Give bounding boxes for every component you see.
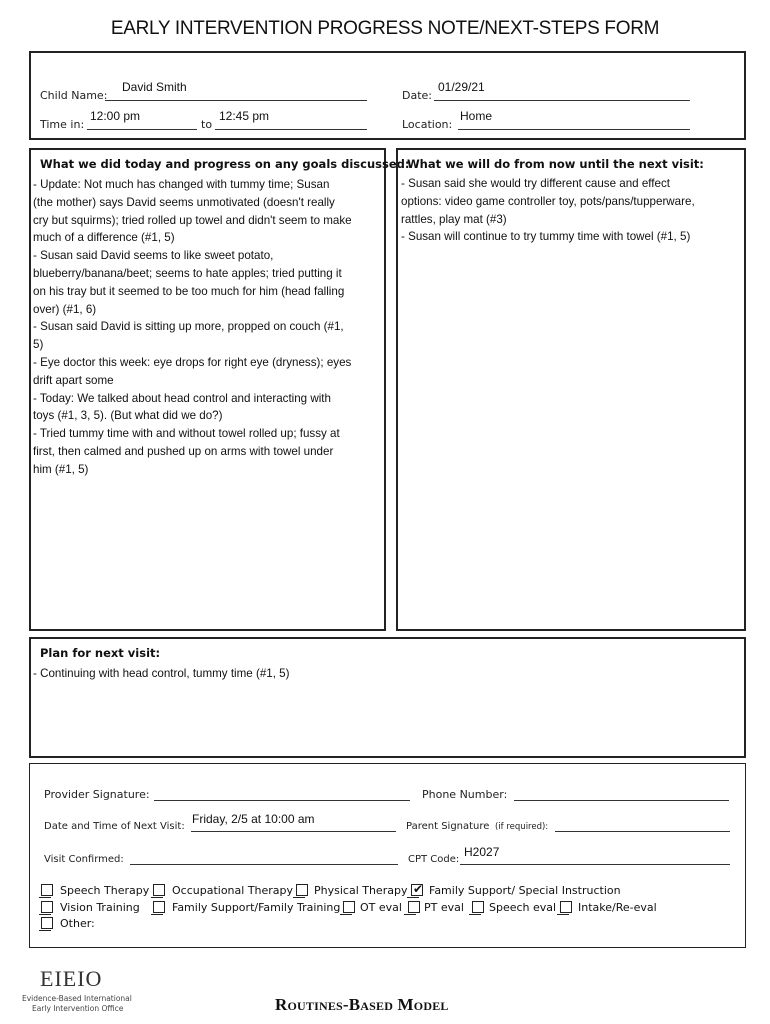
- next-steps-heading: What we will do from now until the next visit:: [407, 157, 704, 171]
- checkbox-underline: [151, 897, 163, 898]
- other-label: Other:: [60, 917, 95, 930]
- next-visit-value: Friday, 2/5 at 10:00 am: [192, 812, 315, 826]
- checkbox-underline: [404, 914, 416, 915]
- checkbox-underline: [557, 914, 569, 915]
- speech-eval-label: Speech eval: [489, 901, 557, 914]
- occupational-therapy-checkbox[interactable]: [153, 884, 165, 896]
- cpt-code-value: H2027: [464, 845, 500, 859]
- form-title: EARLY INTERVENTION PROGRESS NOTE/NEXT-STEPS FORM: [110, 18, 660, 39]
- checkbox-underline: [39, 914, 51, 915]
- parent-signature-label: Parent Signature: [406, 821, 490, 832]
- logo-subtitle-line1: Evidence-Based International: [22, 994, 132, 1003]
- header-section: [29, 51, 746, 140]
- next-visit-label: Date and Time of Next Visit:: [44, 821, 185, 832]
- time-out-field[interactable]: [215, 129, 367, 130]
- checkbox-underline: [39, 897, 51, 898]
- checkbox-underline: [407, 897, 419, 898]
- ot-eval-label: OT eval: [360, 901, 402, 914]
- time-to-label: to: [201, 118, 213, 131]
- checkbox-underline: [151, 914, 163, 915]
- checkbox-underline: [340, 914, 352, 915]
- parent-signature-note: (if required):: [495, 822, 549, 832]
- plan-heading: Plan for next visit:: [40, 646, 161, 660]
- provider-signature-label: Provider Signature:: [44, 788, 150, 801]
- cpt-code-label: CPT Code:: [408, 854, 460, 865]
- logo-subtitle-line2: Early Intervention Office: [32, 1004, 124, 1013]
- ot-eval-checkbox[interactable]: [343, 901, 355, 913]
- today-notes: - Update: Not much has changed with tummy time; Susan (the mother) says David seems unmotivated (doesn't really cry but squirms); tried rolled up towel and didn't seem to make much of a difference (#1, 5) - Susan said David seems to like sweet potato, blueberry/banana/beet; seems to hate apples; tried putting it on his tray but it seemed to be too much for him (head falling over) (#1, 6) - Susan said David is sitting up more, propped on couch (#1, 5) - Eye doctor this week: eye drops for right eye (dryness); eyes drift apart some - Today: We talked about head control and interacting with toys (#1, 3, 5). (But what did we do?) - Tried tummy time with and without towel rolled up; fussy at first, then calmed and pushed up on arms with towel under him (#1, 5): [33, 178, 352, 476]
- physical-therapy-label: Physical Therapy: [314, 884, 408, 897]
- family-support-special-instruction-checkbox[interactable]: [411, 884, 423, 896]
- plan-notes: - Continuing with head control, tummy time (#1, 5): [33, 667, 290, 680]
- checkmark-icon: ✔: [412, 882, 424, 896]
- intake-re-eval-checkbox[interactable]: [560, 901, 572, 913]
- speech-therapy-label: Speech Therapy: [60, 884, 150, 897]
- intake-re-eval-label: Intake/Re-eval: [578, 901, 657, 914]
- child-name-label: Child Name:: [40, 89, 108, 102]
- time-in-field[interactable]: [87, 129, 197, 130]
- visit-confirmed-label: Visit Confirmed:: [44, 854, 124, 865]
- speech-therapy-checkbox[interactable]: [41, 884, 53, 896]
- provider-signature-field[interactable]: [154, 800, 410, 801]
- next-steps-notes: - Susan said she would try different cause and effect options: video game controller toy, pots/pans/tupperware, rattles, play mat (#3) - Susan will continue to try tummy time with towel (#1, 5): [401, 177, 695, 244]
- location-value: Home: [460, 109, 493, 123]
- checkbox-underline: [469, 914, 481, 915]
- phone-field[interactable]: [514, 800, 729, 801]
- visit-confirmed-field[interactable]: [130, 864, 398, 865]
- today-heading: What we did today and progress on any goals discussed:: [40, 157, 410, 171]
- child-name-field[interactable]: [105, 100, 367, 101]
- parent-signature-field[interactable]: [555, 831, 730, 832]
- family-support-training-label: Family Support/Family Training: [172, 901, 341, 914]
- time-in-label: Time in:: [40, 118, 85, 131]
- time-out-value: 12:45 pm: [219, 109, 270, 123]
- family-support-training-checkbox[interactable]: [153, 901, 165, 913]
- date-field[interactable]: [434, 100, 690, 101]
- speech-eval-checkbox[interactable]: [472, 901, 484, 913]
- location-field[interactable]: [458, 129, 690, 130]
- cpt-code-field[interactable]: [460, 864, 730, 865]
- child-name-value: David Smith: [122, 80, 187, 94]
- location-label: Location:: [402, 118, 453, 131]
- vision-training-label: Vision Training: [60, 901, 140, 914]
- pt-eval-label: PT eval: [424, 901, 464, 914]
- eieio-logo: EIEIO: [40, 966, 103, 991]
- time-in-value: 12:00 pm: [90, 109, 141, 123]
- next-visit-field[interactable]: [191, 831, 396, 832]
- occupational-therapy-label: Occupational Therapy: [172, 884, 294, 897]
- checkbox-underline: [293, 897, 305, 898]
- physical-therapy-checkbox[interactable]: [296, 884, 308, 896]
- date-label: Date:: [402, 89, 432, 102]
- checkbox-underline: [39, 930, 51, 931]
- other-checkbox[interactable]: [41, 917, 53, 929]
- date-value: 01/29/21: [438, 80, 485, 94]
- pt-eval-checkbox[interactable]: [408, 901, 420, 913]
- family-support-special-instruction-label: Family Support/ Special Instruction: [429, 884, 621, 897]
- routines-based-model-label: Routines-Based Model: [275, 995, 449, 1014]
- phone-label: Phone Number:: [422, 788, 508, 801]
- vision-training-checkbox[interactable]: [41, 901, 53, 913]
